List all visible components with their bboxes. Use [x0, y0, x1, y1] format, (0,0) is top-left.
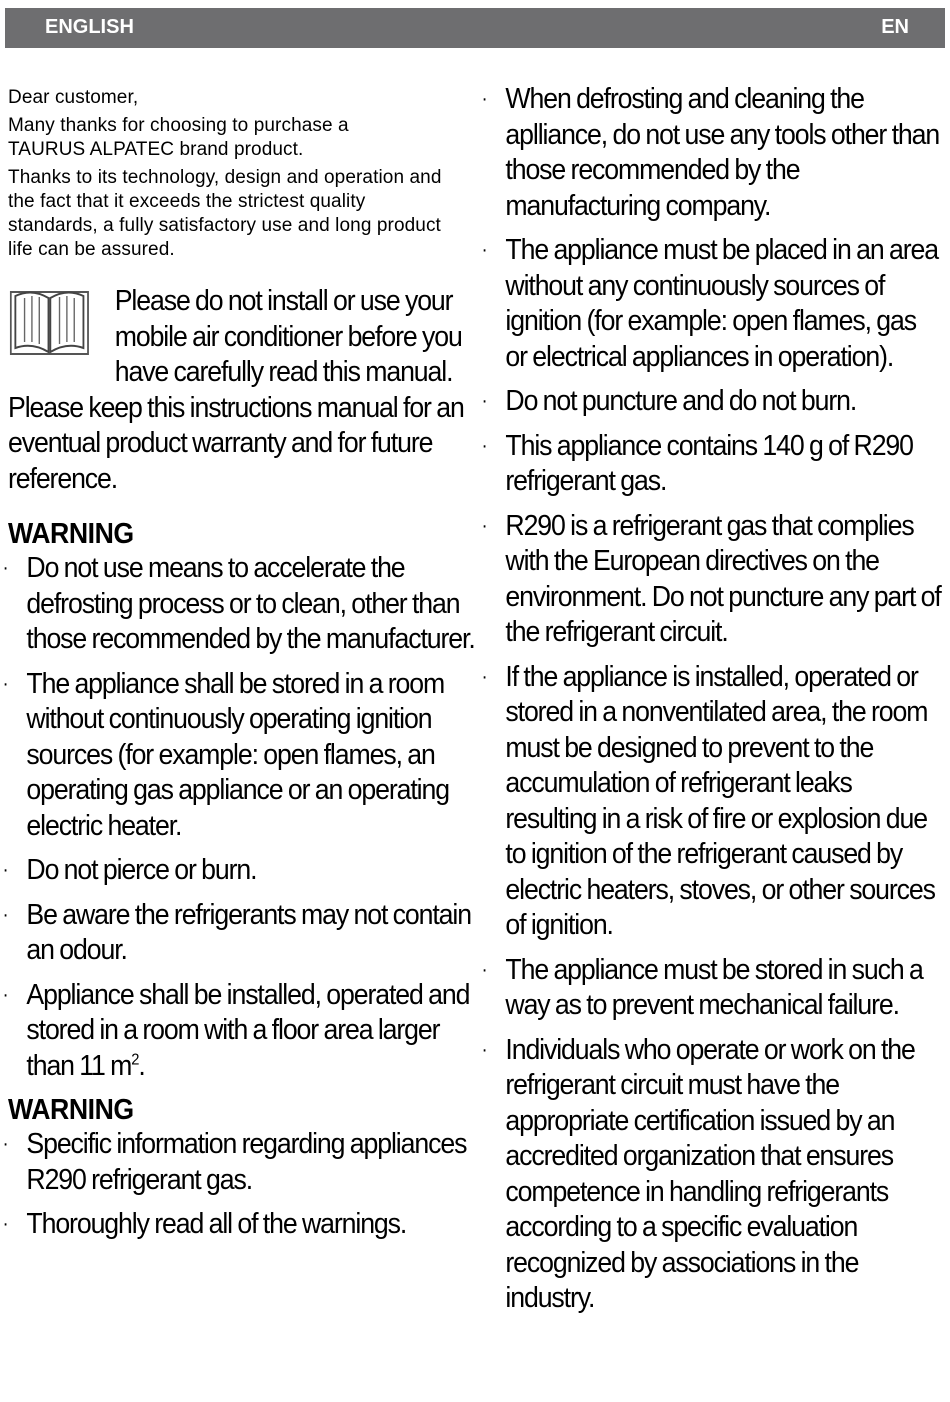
book-icon [10, 286, 89, 358]
list-item: · Thoroughly read all of the warnings. [2, 1208, 407, 1240]
manual-notice [8, 284, 464, 497]
superscript: 2 [131, 1050, 139, 1068]
list-item: · Individuals who operate or work on the refrigerant circuit must have the appropriate certification issued by an accredited organization that ensures competence in handling refrigerants according to a specific evaluation recognized by associations in the industry. [481, 1033, 915, 1314]
right-warning-list [481, 82, 942, 1317]
warning-list-2 [2, 1127, 477, 1243]
list-item: · Specific information regarding appliances R290 refrigerant gas. [2, 1128, 467, 1196]
list-item: · If the appliance is installed, operated or stored in a nonventilated area, the room must be designed to prevent to the accumulation of refrigerant leaks resulting in a risk of fire or explosion due to ignition of the refrigerant caused by electric heaters, stoves, or other sources of ignition. [481, 660, 935, 941]
notice-text: Please do not install or use your mobile air conditioner before you have carefully read this manual. Please keep this instructions manual for an eventual product warranty and for future reference. [8, 285, 464, 495]
list-item: · Do not use means to accelerate the defrosting process or to clean, other than those recommended by the manufacturer. [2, 552, 475, 655]
language-header-bar [5, 8, 945, 48]
left-column [2, 86, 475, 1252]
list-item: · The appliance shall be stored in a room without continuously operating ignition sources (for example: open flames, an operating gas appliance or an operating electric heater. [2, 667, 449, 842]
warning-heading: WARNING [8, 1094, 134, 1126]
greeting-text: Dear customer, [8, 87, 139, 108]
warning-section-2 [2, 1093, 467, 1243]
intro-section [8, 86, 468, 262]
list-item: · Be aware the refrigerants may not contain an odour. [2, 898, 471, 966]
warning-section-1 [2, 517, 475, 1084]
list-item: · When defrosting and cleaning the aplliance, do not use any tools other than those recommended by the manufacturing company. [481, 83, 940, 222]
list-item: · Do not puncture and do not burn. [481, 385, 857, 417]
technology-text: Thanks to its technology, design and operation and the fact that it exceeds the strictest quality standards, a fully satisfactory use and long product life can be assured. [8, 167, 442, 260]
list-item: · This appliance contains 140 g of R290 refrigerant gas. [481, 429, 913, 497]
warning-list-1 [2, 551, 477, 1084]
list-item: · The appliance must be stored in such a way as to prevent mechanical failure. [481, 953, 923, 1021]
language-label: ENGLISH [45, 16, 134, 38]
language-code: EN [881, 16, 909, 38]
list-item: · R290 is a refrigerant gas that complies with the European directives on the environment. Do not puncture any part of the refrigerant circuit. [481, 509, 941, 648]
list-item: · The appliance must be placed in an area without any continuously sources of ignition (for example: open flames, gas or electrical appliances in operation). [481, 234, 938, 373]
warning-heading: WARNING [8, 518, 134, 550]
list-item: · Appliance shall be installed, operated and stored in a room with a floor area larger than 11 $m^2$. [2, 978, 470, 1082]
thanks-text: Many thanks for choosing to purchase a TAURUS ALPATEC brand product. [8, 115, 349, 160]
list-item: · Do not pierce or burn. [2, 854, 257, 886]
right-column [481, 82, 941, 1326]
